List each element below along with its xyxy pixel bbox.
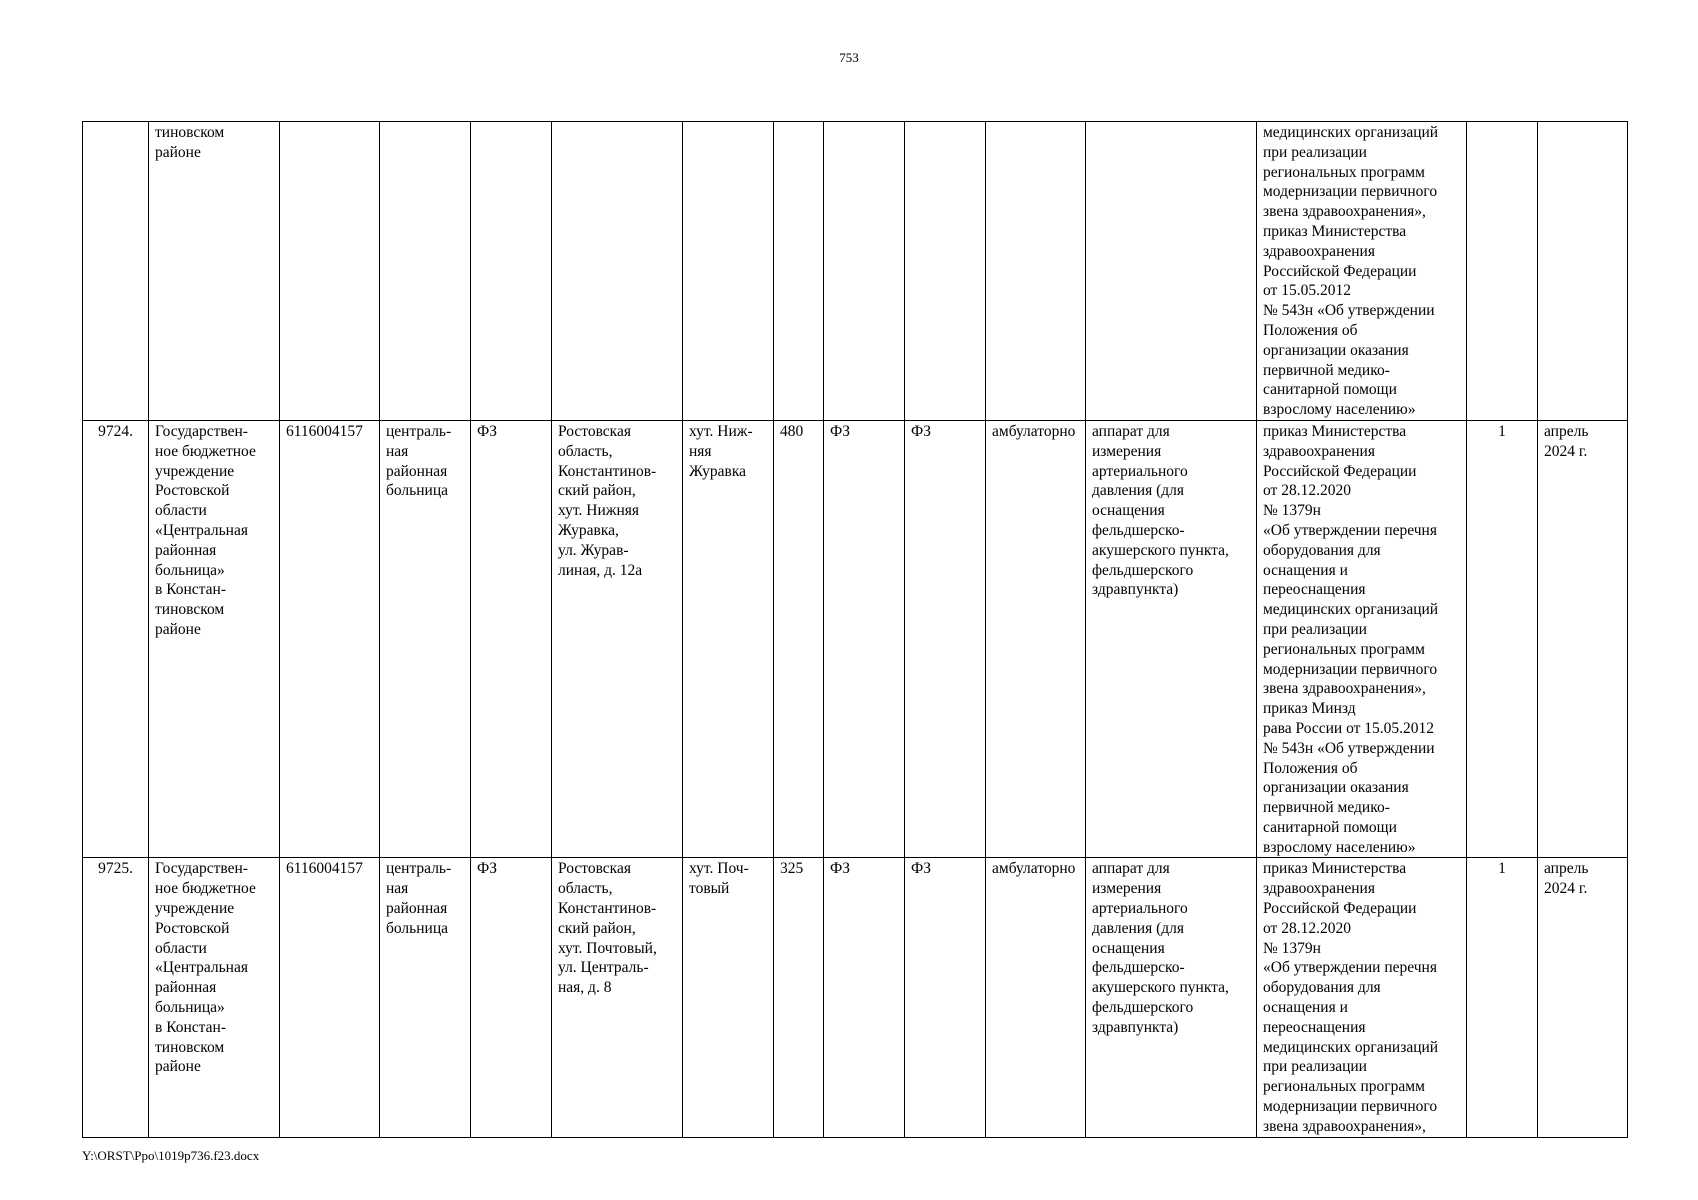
footer-file-path: Y:\ORST\Ppo\1019p736.f23.docx: [82, 1148, 260, 1163]
cell-legal-basis: медицинских организаций при реализации региональных программ модернизации первичного звена здравоохранения», приказ Министерства здравоохранения Российской Федерации от 15.05.2012 № 543н «Об утверждении Положения об организации оказания первичной медико- санитарной помощи взрослому населению»: [1257, 122, 1467, 421]
cell-fz-column-1: ФЗ: [471, 858, 552, 1137]
cell-address: [552, 122, 683, 421]
cell-fz-column-2: ФЗ: [824, 420, 905, 858]
cell-row-number: 9725.: [83, 858, 149, 1137]
cell-organization-type: централь- ная районная больница: [380, 858, 471, 1137]
cell-organization-name: Государствен- ное бюджетное учреждение Ростовской области «Центральная районная больница» в Констан- тиновском районе: [149, 858, 280, 1137]
cell-organization-type: [380, 122, 471, 421]
cell-care-form: амбулаторно: [986, 420, 1086, 858]
cell-inn-code: 6116004157: [280, 858, 380, 1137]
cell-delivery-date: апрель 2024 г.: [1538, 858, 1628, 1137]
cell-population: 480: [774, 420, 824, 858]
cell-row-number: 9724.: [83, 420, 149, 858]
table-row: [83, 858, 1628, 1137]
cell-fz-column-2: ФЗ: [824, 858, 905, 1137]
cell-fz-column-1: ФЗ: [471, 420, 552, 858]
page-number: 753: [839, 50, 859, 65]
cell-quantity: [1467, 122, 1538, 421]
cell-organization-type: централь- ная районная больница: [380, 420, 471, 858]
cell-fz-column-3: [905, 122, 986, 421]
cell-quantity: 1: [1467, 858, 1538, 1137]
table-row: [83, 122, 1628, 421]
cell-delivery-date: апрель 2024 г.: [1538, 420, 1628, 858]
cell-fz-column-2: [824, 122, 905, 421]
cell-care-form: амбулаторно: [986, 858, 1086, 1137]
cell-fz-column-1: [471, 122, 552, 421]
cell-locality: [683, 122, 774, 421]
cell-locality: хут. Ниж- няя Журавка: [683, 420, 774, 858]
equipment-register-table: [82, 121, 1628, 1138]
cell-legal-basis: приказ Министерства здравоохранения Российской Федерации от 28.12.2020 № 1379н «Об утверждении перечня оборудования для оснащения и переоснащения медицинских организаций при реализации региональных программ модернизации первичного звена здравоохранения», приказ Минзд рава России от 15.05.2012 № 543н «Об утверждении Положения об организации оказания первичной медико- санитарной помощи взрослому населению»: [1257, 420, 1467, 858]
cell-equipment-name: [1086, 122, 1257, 421]
cell-fz-column-3: ФЗ: [905, 420, 986, 858]
cell-population: [774, 122, 824, 421]
table-body: [83, 122, 1628, 1138]
cell-equipment-name: аппарат для измерения артериального давления (для оснащения фельдшерско- акушерского пункта, фельдшерского здравпункта): [1086, 858, 1257, 1137]
cell-fz-column-3: ФЗ: [905, 858, 986, 1137]
cell-address: Ростовская область, Константинов- ский район, хут. Нижняя Журавка, ул. Журав- линая, д. 12а: [552, 420, 683, 858]
cell-legal-basis: приказ Министерства здравоохранения Российской Федерации от 28.12.2020 № 1379н «Об утверждении перечня оборудования для оснащения и переоснащения медицинских организаций при реализации региональных программ модернизации первичного звена здравоохранения»,: [1257, 858, 1467, 1137]
cell-organization-name: Государствен- ное бюджетное учреждение Ростовской области «Центральная районная больница» в Констан- тиновском районе: [149, 420, 280, 858]
cell-row-number: [83, 122, 149, 421]
cell-inn-code: 6116004157: [280, 420, 380, 858]
cell-quantity: 1: [1467, 420, 1538, 858]
cell-organization-name: тиновском районе: [149, 122, 280, 421]
cell-address: Ростовская область, Константинов- ский район, хут. Почтовый, ул. Централь- ная, д. 8: [552, 858, 683, 1137]
cell-care-form: [986, 122, 1086, 421]
cell-delivery-date: [1538, 122, 1628, 421]
cell-locality: хут. Поч- товый: [683, 858, 774, 1137]
cell-population: 325: [774, 858, 824, 1137]
table-row: [83, 420, 1628, 858]
cell-equipment-name: аппарат для измерения артериального давления (для оснащения фельдшерско- акушерского пункта, фельдшерского здравпункта): [1086, 420, 1257, 858]
cell-inn-code: [280, 122, 380, 421]
